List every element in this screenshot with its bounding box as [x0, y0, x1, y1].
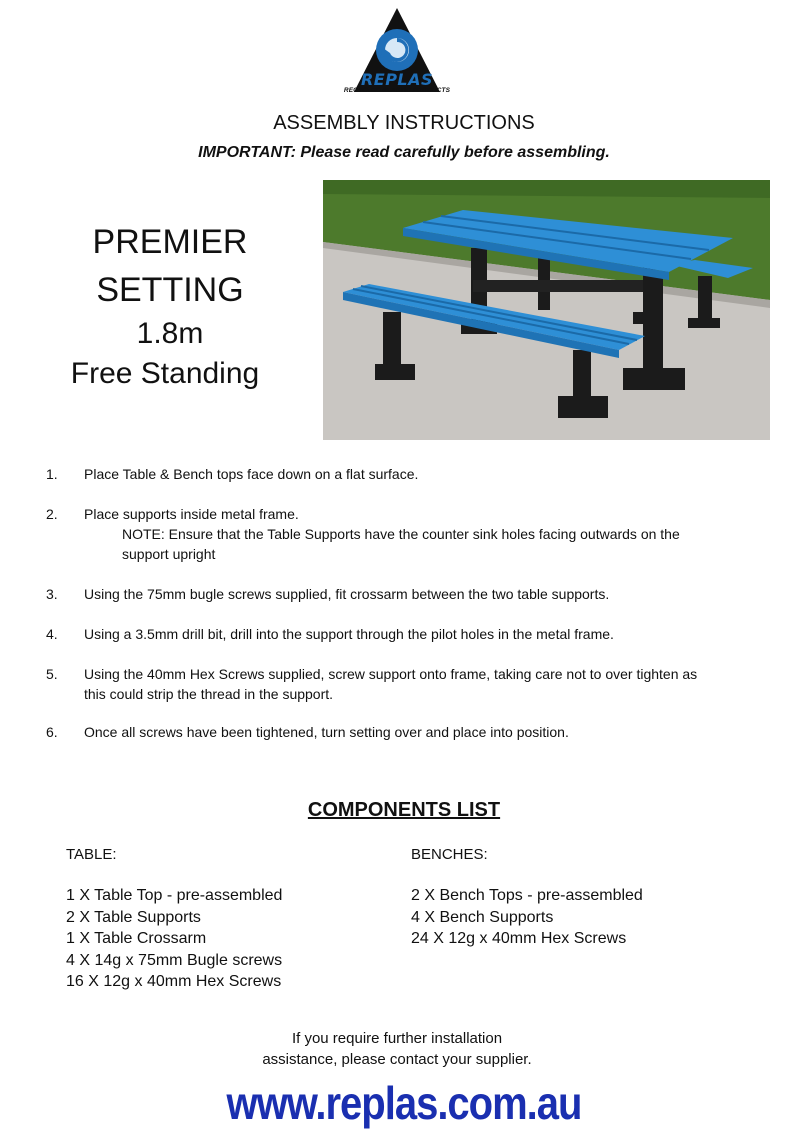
step-note-line1: NOTE: Ensure that the Table Supports have the counter sink holes facing outwards on the	[122, 526, 680, 542]
support-note-line2: assistance, please contact your supplier.	[262, 1051, 532, 1068]
step-text: Using a 3.5mm drill bit, drill into the support through the pilot holes in the metal frame.	[84, 626, 614, 642]
list-item: 2 X Bench Tops - pre-assembled	[411, 887, 643, 904]
product-title-line1: PREMIER	[92, 223, 248, 261]
step-text: Once all screws have been tightened, turn setting over and place into position.	[84, 724, 569, 740]
product-size: 1.8m	[136, 317, 204, 350]
table-components-list	[66, 885, 282, 993]
list-item: 16 X 12g x 40mm Hex Screws	[66, 973, 282, 990]
important-notice: IMPORTANT: Please read carefully before assembling.	[198, 144, 610, 161]
product-title-line2: SETTING	[96, 271, 244, 309]
list-item: 2 X Table Supports	[66, 908, 201, 926]
support-note-line1: If you require further installation	[291, 1030, 503, 1047]
components-title: COMPONENTS LIST	[307, 799, 501, 821]
support-note	[0, 1028, 794, 1070]
step-text: Using the 75mm bugle screws supplied, fit crossarm between the two table supports.	[84, 586, 610, 602]
step-number: 5.	[46, 666, 58, 682]
step-number: 1.	[46, 466, 58, 482]
benches-components-list	[411, 885, 643, 950]
step-text-line2: this could strip the thread in the support.	[84, 686, 334, 702]
step-number: 3.	[46, 586, 58, 602]
benches-heading: BENCHES:	[411, 846, 488, 863]
logo-wordmark: REPLAS	[360, 70, 434, 89]
step-text: Place supports inside metal frame.	[84, 506, 299, 522]
list-item: 4 X Bench Supports	[411, 908, 554, 926]
step-text-line1: Using the 40mm Hex Screws supplied, screw support onto frame, taking care not to over tighten as	[84, 666, 698, 682]
step-number: 4.	[46, 626, 58, 642]
page-heading: ASSEMBLY INSTRUCTIONS	[273, 112, 535, 134]
step-number: 6.	[46, 724, 58, 740]
step-text: Place Table & Bench tops face down on a flat surface.	[84, 466, 419, 482]
list-item: 4 X 14g x 75mm Bugle screws	[66, 951, 283, 969]
list-item: 1 X Table Top - pre-assembled	[66, 887, 283, 904]
list-item: 24 X 12g x 40mm Hex Screws	[411, 930, 627, 947]
list-item: 1 X Table Crossarm	[66, 930, 207, 947]
step-number: 2.	[46, 506, 58, 522]
step-note-line2: support upright	[122, 546, 216, 562]
website-link[interactable]: www.replas.com.au	[226, 1078, 582, 1130]
table-heading: TABLE:	[66, 846, 117, 863]
product-mount-type: Free Standing	[70, 357, 260, 390]
logo-tagline: RECYCLED PLASTIC PRODUCTS	[343, 87, 451, 94]
